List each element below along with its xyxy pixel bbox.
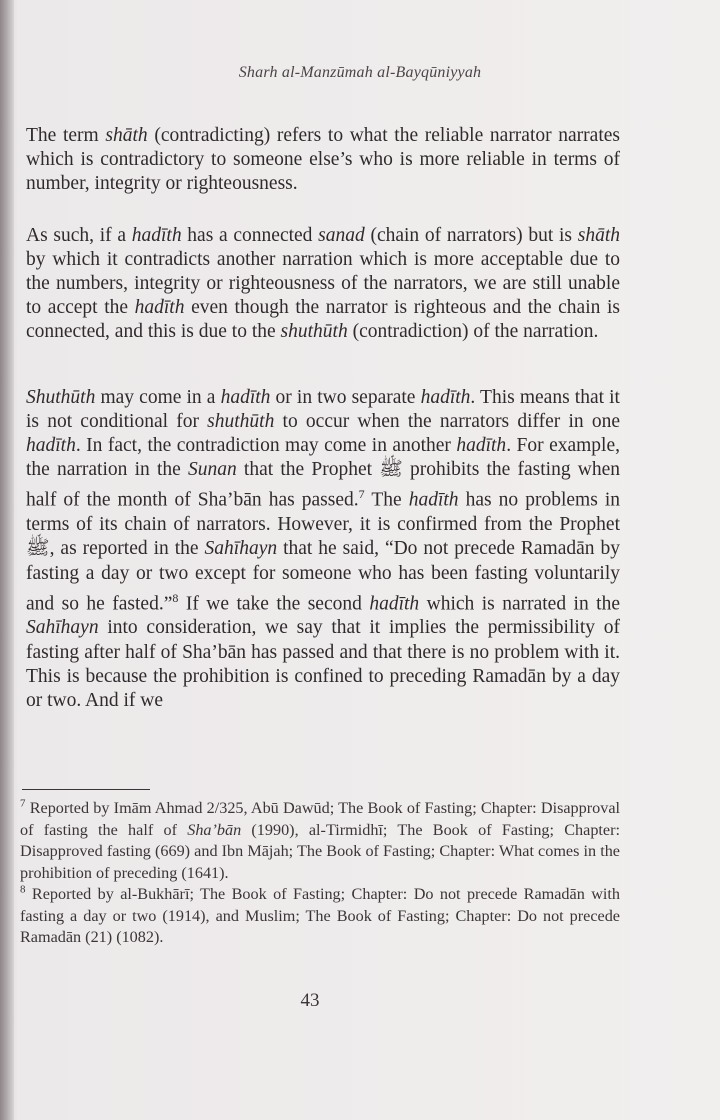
italic-term: Shuthūth [26, 386, 96, 408]
italic-term: shuthūth [207, 410, 275, 432]
footnote-number: 8 [20, 883, 26, 896]
italic-term: hadīth [420, 386, 471, 408]
text-run: . This means that it is not conditional for [26, 386, 620, 432]
italic-term: hadīth [456, 435, 507, 457]
text-run: The term [26, 125, 106, 146]
book-binding-shadow [0, 0, 14, 1120]
paragraph [26, 124, 620, 197]
text-run: . In fact, the contradiction may come in another [75, 435, 457, 457]
italic-term: hadīth [369, 593, 420, 615]
italic-term: hadīth [131, 224, 182, 246]
italic-term: shāth [105, 125, 148, 146]
italic-term: hadīth [134, 297, 185, 319]
text-run: (contradiction) of the narration. [347, 321, 599, 343]
footnote-number: 7 [20, 797, 26, 810]
text-run: to occur when the narrators differ in one [274, 410, 620, 432]
paragraph [26, 386, 620, 714]
italic-term: Sahīhayn [26, 617, 99, 639]
text-run: has a connected [181, 224, 319, 246]
italic-term: Sunan [187, 459, 237, 481]
text-run: has no problems in terms of its chain of narrators. However, it is confirmed from the Prophet ﷺ, as reported in the [26, 489, 621, 560]
footnote-text [20, 799, 620, 882]
italic-term: shuthūth [280, 321, 348, 343]
italic-term: hadīth [220, 386, 271, 408]
italic-term: Sahīhayn [204, 538, 278, 560]
text-run: or in two separate [270, 386, 421, 408]
italic-term: shāth [577, 224, 620, 246]
footnote-divider [22, 789, 150, 790]
footnote-ref: 7 [358, 487, 365, 502]
italic-term: hadīth [408, 489, 459, 511]
text-run: may come in a [95, 386, 221, 408]
text-run: (contradicting) refers to what the reliable narrator narrates which is contradictory to someone else’s who is more reliable in terms of number, integrity or righteousness. [26, 125, 620, 195]
text-run: that he said, “Do not precede Ramadān by fasting a day or two except for someone who has been fasting voluntarily and so he fasted.” [26, 538, 621, 615]
body-text [26, 124, 620, 740]
text-run: (chain of narrators) but is [364, 224, 578, 246]
text-run: . For example, the narration in the [26, 435, 620, 481]
text-run: The [364, 489, 409, 511]
italic-term: sanad [318, 224, 365, 246]
footnote [20, 884, 620, 949]
text-run: (1990), al-Tirmidhī; The Book of Fasting; Chapter: Disapproved fasting (669) and Ibn Mājah; The Book of Fasting; Chapter: What comes in the prohibition of preceding (1641). [20, 820, 620, 882]
footnotes [20, 798, 620, 949]
footnote [20, 798, 620, 884]
text-run: by which it contradicts another narration which is more acceptable due to the numbers, integrity or righteousness of the narrators, we are still unable to accept the [26, 248, 620, 319]
text-run: into consideration, we say that it implies the permissibility of fasting after half of Sha’bān has passed and that there is no problem with it. This is because the prohibition is confined to preceding Ramadān by a day or two. And if we [26, 617, 620, 712]
text-run: If we take the second [178, 593, 370, 615]
text-run: Reported by Imām Ahmad 2/325, Abū Dawūd; The Book of Fasting; Chapter: Disapproval of fasting the half of [20, 799, 620, 839]
text-run: that the Prophet ﷺ prohibits the fasting when half of the month of Sha’bān has passed. [26, 459, 621, 511]
paragraph [26, 224, 620, 345]
italic-term: hadīth [26, 435, 76, 457]
footnote-ref: 8 [172, 590, 179, 605]
text-run: even though the narrator is righteous and the chain is connected, and this is due to the [26, 297, 620, 343]
page-number: 43 [300, 990, 320, 1011]
text-run: Reported by al-Bukhārī; The Book of Fasting; Chapter: Do not precede Ramadān with fasting a day or two (1914), and Muslim; The Book of Fasting; Chapter: Do not precede Ramadān (21) (1082). [20, 885, 620, 946]
text-run: which is narrated in the [419, 593, 620, 615]
italic-term: Sha’bān [187, 820, 242, 839]
text-run: As such, if a [26, 224, 132, 246]
footnote-text [20, 885, 620, 946]
running-head: Sharh al-Manzūmah al-Bayqūniyyah [238, 64, 482, 81]
